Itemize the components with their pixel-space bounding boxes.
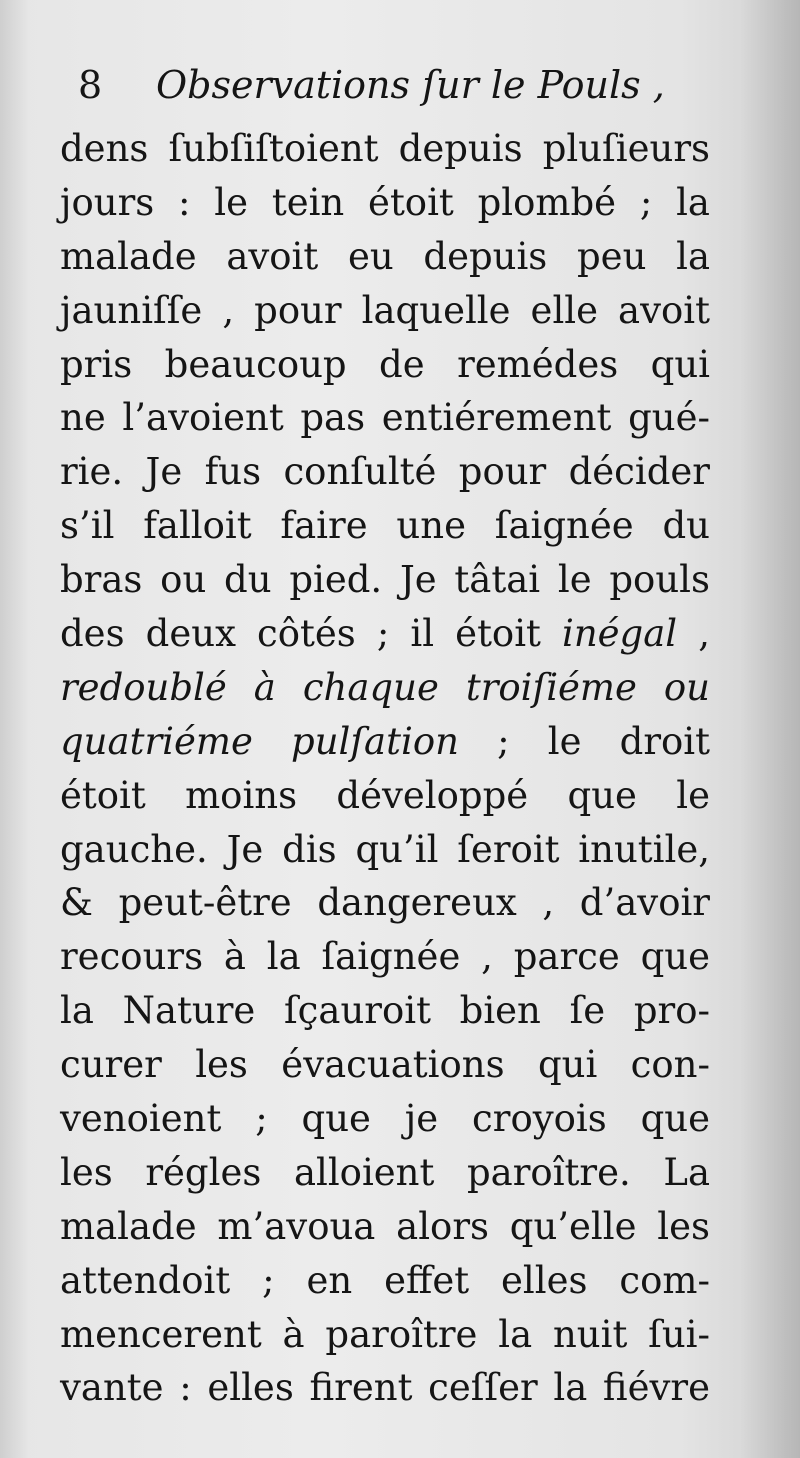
text-segment: ,	[677, 612, 710, 656]
text-line: la Nature ſçauroit bien ſe pro-	[60, 989, 710, 1033]
text-line: venoient ; que je croyois que	[60, 1097, 710, 1141]
text-line: rie. Je fus conſulté pour décider	[60, 450, 710, 494]
text-line: mencerent à paroître la nuit ſui-	[60, 1312, 710, 1356]
text-line: gauche. Je dis qu’il ſeroit inutile,	[60, 827, 710, 871]
text-line: dens ſubſiſtoient depuis pluſieurs	[60, 127, 710, 170]
text-line	[60, 607, 710, 661]
text-line: attendoit ; en effet elles com-	[60, 1258, 710, 1302]
running-title: Observations ſur le Pouls ,	[156, 63, 665, 107]
page-number: 8	[78, 63, 103, 107]
italic-term: quatriéme pulſation	[60, 719, 459, 763]
text-line: étoit moins développé que le	[60, 773, 710, 817]
body-text	[60, 122, 710, 1415]
text-line: bras ou du pied. Je tâtai le pouls	[60, 558, 710, 602]
page-header	[78, 55, 718, 115]
text-line: ne l’avoient pas entiérement gué-	[60, 396, 710, 440]
italic-term: inégal	[562, 612, 678, 656]
text-line: curer les évacuations qui con-	[60, 1043, 710, 1087]
text-line: recours à la ſaignée , parce que	[60, 935, 710, 979]
italic-text-line: redoublé à chaque troiſiéme ou	[60, 665, 710, 709]
text-line: pris beaucoup de remédes qui	[60, 342, 710, 386]
page-gutter-shadow	[0, 0, 30, 1458]
text-line: vante : elles firent ceſſer la fiévre	[60, 1366, 710, 1410]
text-line: jauniſſe , pour laquelle elle avoit	[60, 288, 710, 332]
text-line	[60, 715, 710, 769]
text-segment: ; le droit	[458, 719, 710, 763]
text-line: s’il falloit faire une ſaignée du	[60, 504, 710, 548]
text-line: malade avoit eu depuis peu la	[60, 234, 710, 278]
text-line: & peut-être dangereux , d’avoir	[60, 881, 710, 925]
page-edge-shadow	[740, 0, 800, 1458]
text-segment: des deux côtés ; il étoit	[60, 612, 562, 656]
text-line: malade m’avoua alors qu’elle les	[60, 1204, 710, 1248]
text-line: jours : le tein étoit plombé ; la	[60, 180, 710, 224]
text-line: les régles alloient paroître. La	[60, 1150, 710, 1194]
